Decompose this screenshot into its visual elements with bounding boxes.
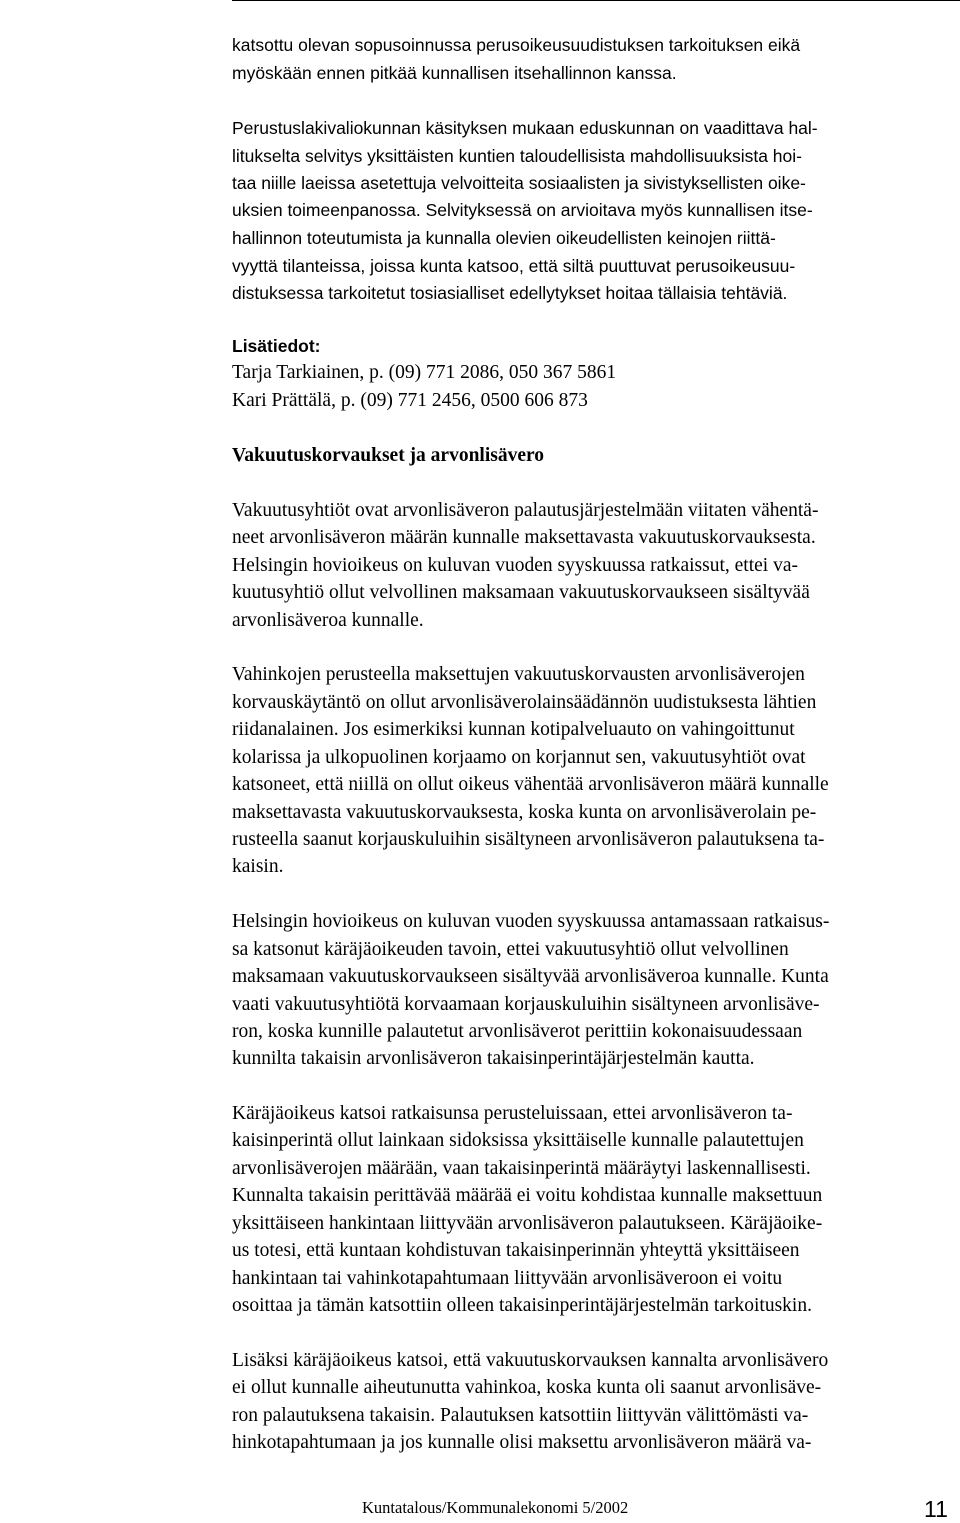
body-line: neet arvonlisäveron määrän kunnalle maksettavasta vakuutuskorvauksesta. — [232, 527, 816, 548]
footer-publication: Kuntatalous/Kommunalekonomi 5/2002 — [362, 1498, 629, 1517]
contact-line: Kari Prättälä, p. (09) 771 2456, 0500 606 873 — [232, 390, 588, 411]
body-line: arvonlisäverojen määrään, vaan takaisinperintä määräytyi laskennallisesti. — [232, 1158, 811, 1179]
contact-line: Tarja Tarkiainen, p. (09) 771 2086, 050 367 5861 — [232, 362, 617, 383]
body-line: hinkotapahtumaan ja jos kunnalle olisi maksettu arvonlisäveron määrä va- — [232, 1432, 812, 1453]
body-line: hankintaan tai vahinkotapahtumaan liittyvään arvonlisäveroon ei voitu — [232, 1268, 783, 1289]
body-line: taa niille laeissa asetettuja velvoitteita sosiaalisten ja sivistyksellisten oike- — [232, 173, 806, 193]
body-line: Helsingin hovioikeus on kuluvan vuoden syyskuussa antamassaan ratkaisus- — [232, 911, 830, 932]
body-line: Perustuslakivaliokunnan käsityksen mukaan eduskunnan on vaadittava hal- — [232, 118, 818, 138]
body-line: vyyttä tilanteissa, joissa kunta katsoo, että siltä puuttuvat perusoikeusuu- — [232, 256, 796, 276]
body-line: distuksessa tarkoitetut tosiasialliset edellytykset hoitaa tällaisia tehtäviä. — [232, 283, 788, 303]
body-line: Lisäksi käräjäoikeus katsoi, että vakuutuskorvauksen kannalta arvonlisävero — [232, 1350, 829, 1371]
body-line: yksittäiseen hankintaan liittyvään arvonlisäveron palautukseen. Käräjäoike- — [232, 1213, 823, 1234]
body-line: Käräjäoikeus katsoi ratkaisunsa perusteluissaan, ettei arvonlisäveron ta- — [232, 1103, 793, 1124]
body-line: maksamaan vakuutuskorvaukseen sisältyvää arvonlisäveroa kunnalle. Kunta — [232, 966, 829, 987]
body-line: Vahinkojen perusteella maksettujen vakuutuskorvausten arvonlisäverojen — [232, 664, 805, 685]
body-line: arvonlisäveroa kunnalle. — [232, 610, 424, 631]
body-line: osoittaa ja tämän katsottiin olleen takaisinperintäjärjestelmän tarkoituskin. — [232, 1295, 812, 1316]
more-info-heading: Lisätiedot: — [232, 336, 321, 356]
body-line: ron, koska kunnille palautetut arvonlisäverot perittiin kokonaisuudessaan — [232, 1021, 803, 1042]
body-line: maksettavasta vakuutuskorvauksesta, koska kunta on arvonlisäverolain pe- — [232, 802, 817, 823]
body-line: rusteella saanut korjauskuluihin sisältyneen arvonlisäveron palautuksena ta- — [232, 829, 825, 850]
body-line: ron palautuksena takaisin. Palautuksen katsottiin liittyvän välittömästi va- — [232, 1405, 809, 1426]
body-line: kuutusyhtiö ollut velvollinen maksamaan vakuutuskorvaukseen sisältyvää — [232, 582, 810, 603]
top-rule — [232, 0, 960, 1]
body-line: Helsingin hovioikeus on kuluvan vuoden syyskuussa ratkaissut, ettei va- — [232, 555, 798, 576]
body-line: kaisin. — [232, 856, 284, 877]
body-line: katsottu olevan sopusoinnussa perusoikeusuudistuksen tarkoituksen eikä — [232, 35, 801, 55]
section-heading: Vakuutuskorvaukset ja arvonlisävero — [232, 445, 545, 466]
body-line: kolarissa ja ulkopuolinen korjaamo on korjannut sen, vakuutusyhtiöt ovat — [232, 747, 806, 768]
body-line: Kunnalta takaisin perittävää määrää ei voitu kohdistaa kunnalle maksettuun — [232, 1185, 823, 1206]
body-line: us totesi, että kuntaan kohdistuvan takaisinperinnän yhteyttä yksittäiseen — [232, 1240, 800, 1261]
body-line: ei ollut kunnalle aiheutunutta vahinkoa, koska kunta oli saanut arvonlisäve- — [232, 1377, 822, 1398]
body-line: kaisinperintä ollut lainkaan sidoksissa yksittäiselle kunnalle palautettujen — [232, 1130, 804, 1151]
body-line: kunnilta takaisin arvonlisäveron takaisinperintäjärjestelmän kautta. — [232, 1048, 755, 1069]
body-line: korvauskäytäntö on ollut arvonlisäverolainsäädännön uudistuksesta lähtien — [232, 692, 817, 713]
body-line: sa katsonut käräjäoikeuden tavoin, ettei vakuutusyhtiö ollut velvollinen — [232, 939, 789, 960]
body-line: katsoneet, että niillä on ollut oikeus vähentää arvonlisäveron määrä kunnalle — [232, 774, 829, 795]
body-line: uksien toimeenpanossa. Selvityksessä on arvioitava myös kunnallisen itse- — [232, 200, 813, 220]
body-line: myöskään ennen pitkää kunnallisen itsehallinnon kanssa. — [232, 63, 677, 83]
body-line: Vakuutusyhtiöt ovat arvonlisäveron palautusjärjestelmään viitaten vähentä- — [232, 500, 819, 521]
body-line: hallinnon toteutumista ja kunnalla olevien oikeudellisten keinojen riittä- — [232, 228, 776, 248]
body-line: vaati vakuutusyhtiötä korvaamaan korjauskuluihin sisältyneen arvonlisäve- — [232, 994, 820, 1015]
body-line: litukselta selvitys yksittäisten kuntien taloudellisista mahdollisuuksista hoi- — [232, 146, 802, 166]
page-number: 11 — [924, 1496, 948, 1522]
body-line: riidanalainen. Jos esimerkiksi kunnan kotipalveluauto on vahingoittunut — [232, 719, 795, 740]
